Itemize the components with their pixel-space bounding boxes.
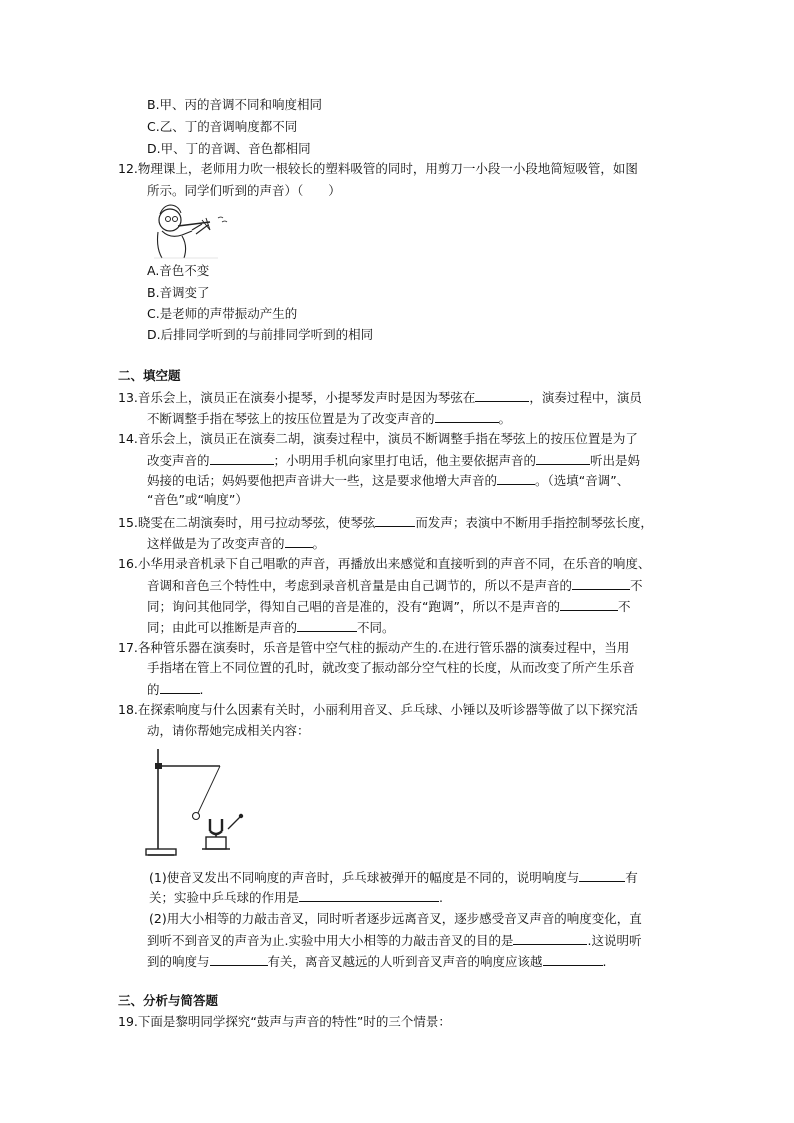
q15-text: 而发声；表演中不断用手指控制琴弦长度， bbox=[415, 515, 653, 530]
q12-stem-line2: 所示。同学们听到的声音）（ ） bbox=[147, 183, 341, 198]
q18-blank-5 bbox=[543, 951, 603, 966]
q11-option-b: B.甲、丙的音调不同和响度相同 bbox=[147, 97, 323, 112]
q14-blank-1 bbox=[210, 450, 274, 465]
q16-text: 不 bbox=[630, 578, 643, 593]
q14-text: 改变声音的 bbox=[147, 453, 210, 468]
q17-line1: 17.各种管乐器在演奏时，乐音是管中空气柱的振动产生的.在进行管乐器的演奏过程中，当用 bbox=[118, 640, 630, 655]
q18-text: 有关，离音叉越远的人听到音叉声音的响度应该越 bbox=[267, 954, 543, 969]
q14-text: ；小明用手机向家里打电话，他主要依据声音的 bbox=[273, 453, 537, 468]
q18-text: . bbox=[439, 890, 443, 905]
q16-blank-1 bbox=[572, 575, 630, 590]
q13-text: 13.音乐会上，演员正在演奏小提琴，小提琴发声时是因为琴弦在 bbox=[118, 390, 476, 405]
q18-text: 关；实验中乒乓球的作用是 bbox=[149, 890, 300, 905]
q12-stem-line1: 12.物理课上，老师用力吹一根较长的塑料吸管的同时，用剪刀一小段一小段地简短吸管，如图 bbox=[118, 161, 638, 176]
q14-text: 。（选填“音调”、 bbox=[535, 473, 630, 488]
q17-blank-1 bbox=[160, 679, 200, 694]
q16-text: 同；由此可以推断是声音的 bbox=[147, 620, 298, 635]
q17-text: . bbox=[199, 682, 204, 697]
q16-text: 不 bbox=[617, 599, 631, 614]
q18-part2-line1: (2)用大小相等的力敲击音叉，同时听者逐步远离音叉，逐步感受音叉声音的响度变化，直 bbox=[149, 911, 642, 926]
q18-text: 到的响度与 bbox=[147, 954, 210, 969]
q19-line1: 19.下面是黎明同学探究“鼓声与声音的特性”时的三个情景： bbox=[118, 1014, 451, 1029]
q18-text: .这说明听 bbox=[587, 933, 642, 948]
q16-blank-2 bbox=[560, 596, 618, 611]
q18-part2-line2 bbox=[147, 930, 641, 951]
q18-blank-2 bbox=[299, 887, 439, 902]
q17-text: 的 bbox=[147, 682, 160, 697]
q13-text: ，演奏过程中，演员 bbox=[529, 390, 642, 405]
q15-text: 。 bbox=[312, 536, 326, 551]
q15-text: 这样做是为了改变声音的 bbox=[147, 536, 285, 551]
q18-part2-line3 bbox=[147, 951, 607, 972]
q18-part1-line2 bbox=[149, 887, 443, 908]
q18-blank-4 bbox=[210, 951, 268, 966]
q15-line2 bbox=[147, 533, 325, 554]
q11-option-c: C.乙、丁的音调响度都不同 bbox=[147, 119, 298, 134]
q15-blank-1 bbox=[375, 512, 415, 527]
q14-blank-3 bbox=[497, 470, 535, 485]
q17-line2: 手指堵在管上不同位置的孔时，就改变了振动部分空气柱的长度，从而改变了所产生乐音 bbox=[147, 660, 635, 675]
q14-text: 妈接的电话；妈妈要他把声音讲大一些，这是要求他增大声音的 bbox=[147, 473, 498, 488]
q13-blank-1 bbox=[475, 387, 529, 402]
q13-text: 。 bbox=[498, 411, 512, 426]
q12-option-d: D.后排同学听到的与前排同学听到的相同 bbox=[147, 327, 374, 342]
q12-option-c: C.是老师的声带振动产生的 bbox=[147, 306, 298, 321]
q16-line3 bbox=[147, 596, 630, 617]
q18-blank-1 bbox=[579, 867, 625, 882]
q15-text: 15.晓雯在二胡演奏时，用弓拉动琴弦，使琴弦 bbox=[118, 515, 376, 530]
q16-line4 bbox=[147, 617, 395, 638]
q15-line1 bbox=[118, 512, 653, 533]
q13-line2 bbox=[147, 408, 511, 429]
q14-line2 bbox=[147, 450, 640, 471]
q15-blank-2 bbox=[285, 533, 313, 548]
q16-text: 音调和音色三个特性中，考虑到录音机音量是由自己调节的，所以不是声音的 bbox=[147, 578, 573, 593]
q18-text: 到听不到音叉的声音为止.实验中用大小相等的力敲击音叉的目的是 bbox=[147, 933, 514, 948]
q18-text: (1)使音叉发出不同响度的声音时，乒乓球被弹开的幅度是不同的，说明响度与 bbox=[149, 870, 580, 885]
q13-text: 不断调整手指在琴弦上的按压位置是为了改变声音的 bbox=[147, 411, 435, 426]
q18-line1: 18.在探索响度与什么因素有关时，小丽利用音叉、乒乓球、小锤以及听诊器等做了以下探究活 bbox=[118, 702, 638, 717]
q16-text: 不同。 bbox=[357, 620, 395, 635]
q16-line2 bbox=[147, 575, 643, 596]
q18-part1-line1 bbox=[149, 867, 638, 888]
section-title-analysis: 三、分析与简答题 bbox=[118, 993, 219, 1008]
q18-blank-3 bbox=[513, 930, 587, 945]
q18-line2: 动，请你帮她完成相关内容： bbox=[147, 723, 310, 738]
q18-text: . bbox=[602, 954, 607, 969]
q16-blank-3 bbox=[297, 617, 357, 632]
q14-text: 听出是妈 bbox=[590, 453, 641, 468]
tuning-fork-ping-pong-apparatus bbox=[140, 745, 252, 860]
q14-line1: 14.音乐会上，演员正在演奏二胡，演奏过程中，演员不断调整手指在琴弦上的按压位置是为了 bbox=[118, 431, 638, 446]
q16-text: 同；询问其他同学，得知自己唱的音是准的，没有“跑调”，所以不是声音的 bbox=[147, 599, 560, 614]
q14-line4: “音色”或“响度”） bbox=[147, 492, 248, 507]
q13-blank-2 bbox=[435, 408, 499, 423]
q18-text: 有 bbox=[625, 870, 638, 885]
q16-line1: 16.小华用录音机录下自己唱歌的声音，再播放出来感觉和直接听到的声音不同，在乐音的响度、 bbox=[118, 556, 651, 571]
section-title-fill-in: 二、填空题 bbox=[118, 368, 181, 383]
q17-line3 bbox=[147, 679, 204, 700]
q14-blank-2 bbox=[536, 450, 590, 465]
q12-option-a: A.音色不变 bbox=[147, 263, 210, 278]
q12-option-b: B.音调变了 bbox=[147, 285, 210, 300]
q14-line3 bbox=[147, 470, 629, 491]
q11-option-d: D.甲、丁的音调、音色都相同 bbox=[147, 141, 311, 156]
teacher-blowing-straw-illustration bbox=[148, 200, 238, 260]
q13-line1 bbox=[118, 387, 642, 408]
